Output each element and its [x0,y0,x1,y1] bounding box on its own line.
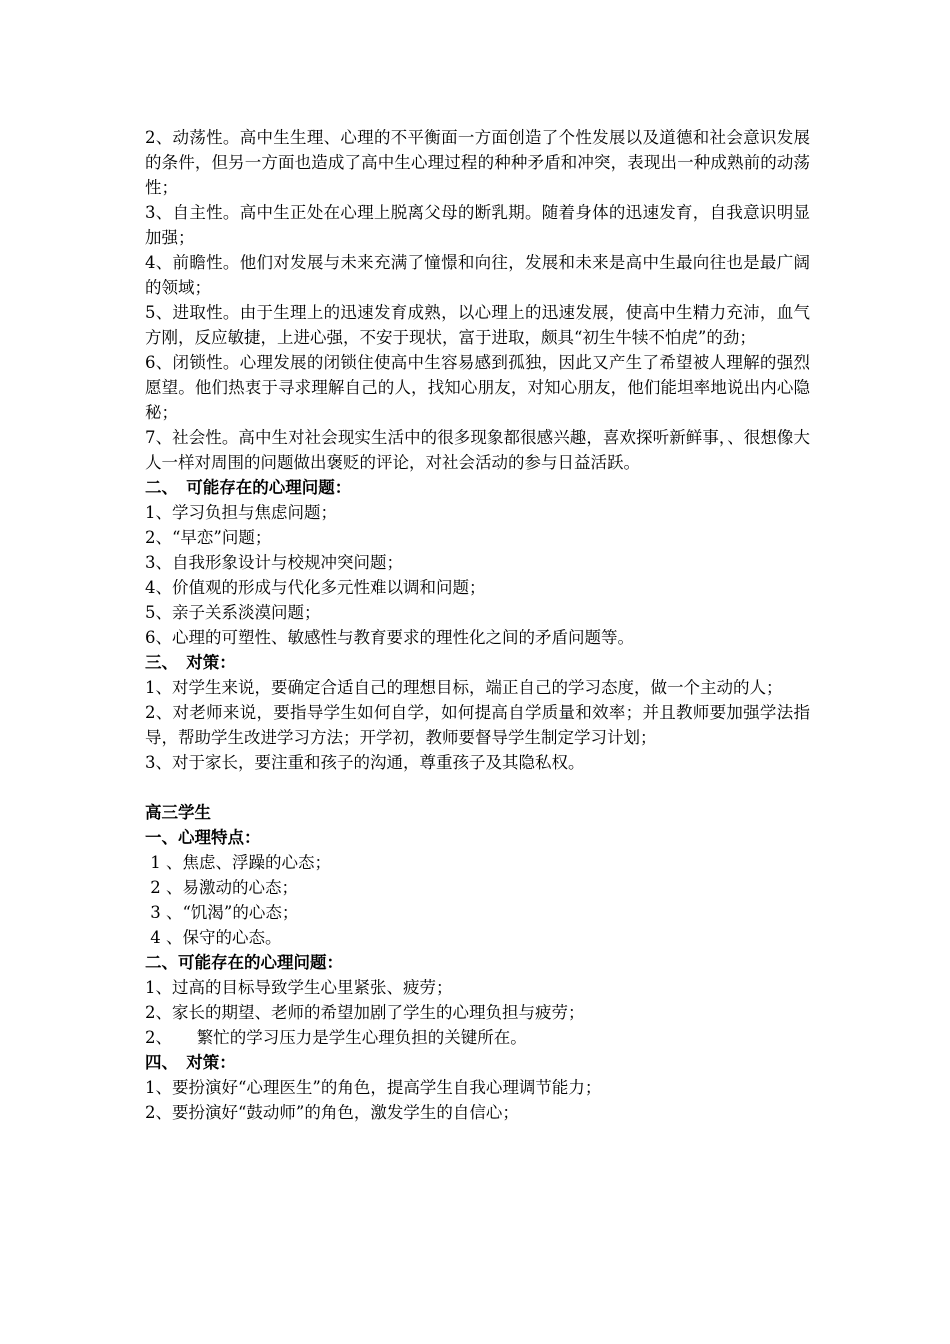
problems-heading: 二、 可能存在的心理问题： [145,478,352,497]
problem-item: 3、自我形象设计与校规冲突问题； [145,553,403,572]
problem-item: 1、过高的目标导致学生心里紧张、疲劳； [145,978,453,997]
trait-paragraph: 3、自主性。高中生正处在心理上脱离父母的断乳期。随着身体的迅速发育，自我意识明显加强； [145,203,810,247]
problem-item: 2、家长的期望、老师的希望加剧了学生的心理负担与疲劳； [145,1003,585,1022]
trait-item: 4 、保守的心态。 [145,928,282,947]
trait-paragraph: 4、前瞻性。他们对发展与未来充满了憧憬和向往，发展和未来是高中生最向往也是最广阔的领域； [145,253,810,297]
trait-paragraph: 7、社会性。高中生对社会现实生活中的很多现象都很感兴趣，喜欢探听新鲜事，、很想像大人一样对周围的问题做出褒贬的评论，对社会活动的参与日益活跃。 [145,428,810,472]
traits-heading: 一、心理特点： [145,828,261,847]
trait-paragraph: 2、动荡性。高中生生理、心理的不平衡面一方面创造了个性发展以及道德和社会意识发展的条件，但另一方面也造成了高中生心理过程的种种矛盾和冲突，表现出一种成熟前的动荡性； [145,128,810,197]
problem-item: 6、心理的可塑性、敏感性与教育要求的理性化之间的矛盾问题等。 [145,628,634,647]
trait-item: 3 、“饥渴”的心态； [145,903,299,922]
document-page [145,125,810,1125]
problem-item: 2、 繁忙的学习压力是学生心理负担的关键所在。 [145,1028,527,1047]
spacer [145,775,810,800]
countermeasure-paragraph: 1、对学生来说，要确定合适自己的理想目标，端正自己的学习态度，做一个主动的人； [145,678,783,697]
trait-item: 2 、易激动的心态； [145,878,298,897]
problem-item: 2、“早恋”问题； [145,528,272,547]
problem-item: 5、亲子关系淡漠问题； [145,603,321,622]
trait-paragraph: 6、闭锁性。心理发展的闭锁住使高中生容易感到孤独，因此又产生了希望被人理解的强烈愿望。他们热衷于寻求理解自己的人，找知心朋友，对知心朋友，他们能坦率地说出内心隐秘； [145,353,810,422]
countermeasures-heading: 四、 对策： [145,1053,236,1072]
countermeasure-paragraph: 3、对于家长，要注重和孩子的沟通，尊重孩子及其隐私权。 [145,753,585,772]
problems-heading: 二、可能存在的心理问题： [145,953,343,972]
problem-item: 4、价值观的形成与代化多元性难以调和问题； [145,578,486,597]
countermeasure-item: 2、要扮演好“鼓动师”的角色，激发学生的自信心； [145,1103,519,1122]
trait-item: 1 、焦虑、浮躁的心态； [145,853,331,872]
section-title: 高三学生 [145,803,211,822]
problem-item: 1、学习负担与焦虑问题； [145,503,337,522]
countermeasures-heading: 三、 对策： [145,653,236,672]
trait-paragraph: 5、进取性。由于生理上的迅速发育成熟，以心理上的迅速发展，使高中生精力充沛，血气方刚，反应敏捷，上进心强，不安于现状，富于进取，颇具“初生牛犊不怕虎”的劲； [145,303,810,347]
countermeasure-item: 1、要扮演好“心理医生”的角色，提高学生自我心理调节能力； [145,1078,602,1097]
countermeasure-paragraph: 2、对老师来说，要指导学生如何自学，如何提高自学质量和效率；并且教师要加强学法指导，帮助学生改进学习方法；开学初，教师要督导学生制定学习计划； [145,703,810,747]
